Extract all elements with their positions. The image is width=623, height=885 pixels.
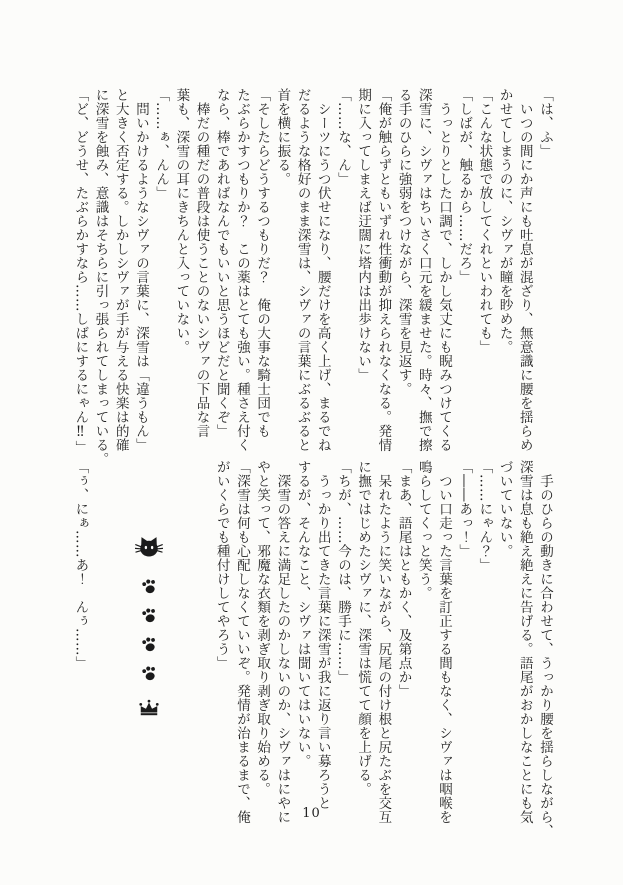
text-line: 「こんな状態で放してくれといわれても」 xyxy=(476,88,493,354)
paw-print-icon xyxy=(139,576,160,597)
text-line: 深雪の答えに満足したのかしないのか、シヴァはにやに xyxy=(274,473,291,824)
text-line: 「……な、ん」 xyxy=(334,88,351,186)
text-line: だるような格好のまま深雪は、シヴァの言葉にぶるぶると xyxy=(294,88,311,452)
text-line: に撫ではじめたシヴァに、深雪は慌てて顔を上げる。 xyxy=(355,460,372,796)
text-line: 「深雪は何も心配しなくていいぞ。発情が治まるまで、俺 xyxy=(233,460,250,824)
text-line: かせてしまうのに、シヴァが瞳を眇めた。 xyxy=(496,88,513,354)
text-line: 「ちが、……今のは、勝手に……」 xyxy=(334,460,351,684)
text-line: 「――あっ！」 xyxy=(456,460,473,558)
blank-line xyxy=(191,460,211,842)
blank-line xyxy=(171,460,191,842)
text-line: やと笑って、邪魔な衣類を剥ぎ取り剥ぎ取り始める。 xyxy=(254,460,271,796)
text-line: するが、そんなこと、シヴァは聞いてはいない。 xyxy=(294,460,311,768)
crown-icon xyxy=(138,699,160,716)
text-line: 「……にゃん？」 xyxy=(476,460,493,572)
scene-break-icons xyxy=(133,536,165,716)
text-line: 呆れたように笑いながら、尻尾の付け根と尻たぶを交互 xyxy=(375,473,392,824)
text-line: 期に入ってしまえば迂闊に塔内は出歩けない」 xyxy=(355,88,372,382)
text-line: 「は、ふ」 xyxy=(537,88,553,158)
blank-line xyxy=(90,460,110,842)
text-line: づいていない。 xyxy=(496,460,513,558)
text-line: 手のひらの動きに合わせて、うっかり腰を揺らしながら、 xyxy=(537,473,553,838)
text-line: シーツにうつ伏せになり、腰だけを高く上げ、まるでね xyxy=(314,101,331,452)
text-line: たぶらかすつもりか？ この薬はとても強い。種さえ付く xyxy=(233,88,250,452)
page-number: 10 xyxy=(302,806,321,821)
text-line: 首を横に振る。 xyxy=(274,88,291,186)
text-line: 棒だの種だの普段は使うことのないシヴァの下品な言 xyxy=(193,101,210,438)
text-line: 「しばが、触るから……だろ」 xyxy=(456,88,473,284)
text-line: 「そしたらどうするつもりだ？ 俺の大事な騎士団でも xyxy=(254,88,271,438)
paw-print-icon xyxy=(139,605,160,626)
text-line: 「……ぁ、んん」 xyxy=(153,88,170,200)
cat-face-icon xyxy=(135,536,163,558)
text-line: 鳴らしてくっと笑う。 xyxy=(415,460,432,600)
text-line: なら、棒であればなんでもいいと思うほどだと聞くぞ」 xyxy=(213,88,230,438)
text-line: に深雪を蝕み、意識はそちらに引っ張られてしまっている。 xyxy=(92,88,109,466)
text-line: いつの間にか声にも吐息が混ざり、無意識に腰を揺らめ xyxy=(516,101,533,452)
blank-line xyxy=(111,460,131,842)
text-line: つい口走った言葉を訂正する間もなく、シヴァは咽喉を xyxy=(435,473,452,824)
paw-print-icon xyxy=(139,634,160,655)
top-text-block xyxy=(69,88,555,470)
text-line: 問いかけるようなシヴァの言葉に、深雪は「違うもん」 xyxy=(132,101,149,452)
paw-print-icon xyxy=(139,663,160,684)
text-line: 深雪は息も絶え絶えに告げる。語尾がおかしなことにも気 xyxy=(516,460,533,824)
text-line: がいくらでも種付けしてやろう」 xyxy=(213,460,230,670)
text-line: 「ど、どうせ、たぶらかすなら……しばにするにゃん‼」 xyxy=(72,88,89,455)
text-line: と大きく否定する。しかしシヴァが手が与える快楽は的確 xyxy=(112,88,129,452)
text-line: 「ぅ、にぁ……あ！ んぅ……」 xyxy=(72,460,89,670)
text-line: 「まあ、語尾はともかく、及第点か」 xyxy=(395,460,412,698)
text-line: 葉も、深雪の耳にきちんと入っていない。 xyxy=(173,88,190,354)
text-line: る手のひらに強弱をつけながら、深雪を見返す。 xyxy=(395,88,412,396)
text-line: うっかり出てきた言葉に深雪が我に返り言い募ろうと xyxy=(314,473,331,810)
text-line: 「俺が触らずともいずれ性衝動が抑えられなくなる。発情 xyxy=(375,88,392,452)
text-line: 深雪に、シヴァはちいさく口元を緩ませた。時々、撫で擦 xyxy=(415,88,432,452)
text-line: うっとりとした口調で、しかし気丈にも睨みつけてくる xyxy=(435,101,452,452)
